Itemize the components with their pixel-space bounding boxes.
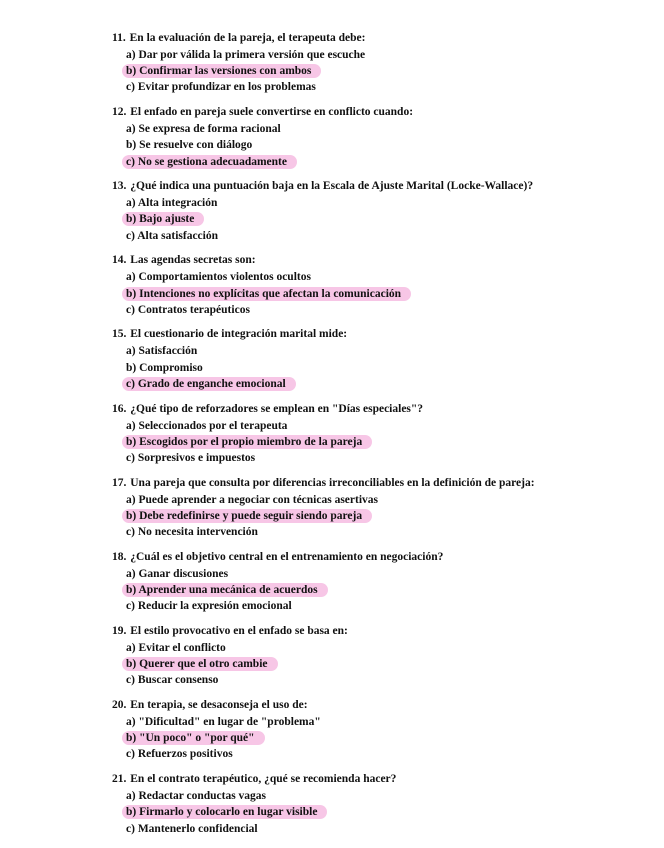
option-line [122, 657, 278, 671]
question-prompt: El cuestionario de integración marital mide: [130, 328, 348, 341]
option-text: Dar por válida la primera versión que escuche [138, 49, 366, 61]
answer-option-highlighted [126, 508, 542, 524]
option-text: Puede aprender a negociar con técnicas asertivas [138, 493, 379, 506]
option-line [126, 362, 205, 374]
question-text [112, 549, 542, 566]
question-text [112, 475, 542, 492]
option-line [122, 583, 328, 597]
answer-option [126, 343, 542, 359]
question-number: 15. [112, 328, 127, 341]
question-text [112, 771, 542, 788]
answer-option [126, 47, 542, 63]
option-label: b) [126, 213, 137, 226]
question-prompt: ¿Qué indica una puntuación baja en la Escala de Ajuste Marital (Locke-Wallace)? [130, 180, 534, 193]
answer-option-highlighted [126, 804, 542, 820]
answer-options [112, 714, 542, 763]
answer-option [126, 566, 542, 582]
option-line [126, 81, 318, 93]
option-label: c) [126, 674, 135, 687]
question-text [112, 623, 542, 640]
option-text: Escogidos por el propio miembro de la pareja [139, 435, 363, 448]
option-line [126, 271, 313, 283]
question-item [112, 401, 542, 467]
option-line [122, 377, 296, 391]
option-text: Querer que el otro cambie [139, 658, 268, 671]
question-item [112, 623, 542, 689]
answer-option-highlighted [126, 730, 542, 746]
answer-option [126, 302, 542, 318]
answer-option-highlighted [126, 582, 542, 598]
option-text: "Dificultad" en lugar de "problema" [138, 715, 321, 728]
option-text: No necesita intervención [137, 526, 258, 539]
question-item [112, 326, 542, 392]
option-label: c) [126, 229, 135, 242]
question-list [112, 30, 542, 845]
question-prompt: Las agendas secretas son: [130, 254, 256, 267]
question-number: 11. [112, 32, 126, 44]
option-text: Comportamientos violentos ocultos [138, 271, 311, 284]
option-text: Alta satisfacción [137, 229, 218, 242]
option-text: Intenciones no explícitas que afectan la comunicación [139, 287, 402, 300]
option-line [126, 420, 289, 432]
option-line [122, 212, 204, 226]
answer-option [126, 524, 542, 540]
question-prompt: ¿Qué tipo de reforzadores se emplean en "Días especiales"? [130, 402, 424, 415]
answer-option [126, 672, 542, 688]
option-label: b) [126, 583, 137, 596]
question-number: 16. [112, 402, 127, 415]
question-item [112, 697, 542, 763]
option-line [122, 155, 297, 169]
option-label: a) [126, 790, 136, 803]
option-text: Ganar discusiones [138, 567, 229, 580]
option-line [122, 805, 327, 819]
question-item [112, 104, 542, 170]
option-text: Grado de enganche emocional [137, 377, 286, 390]
option-text: Evitar profundizar en los problemas [137, 81, 316, 94]
question-text [112, 401, 542, 418]
option-line [122, 509, 372, 523]
answer-option [126, 121, 542, 137]
question-text [112, 697, 542, 714]
question-item [112, 549, 542, 615]
option-text: Redactar conductas vagas [138, 790, 267, 803]
option-label: a) [126, 419, 136, 432]
option-text: Evitar el conflicto [138, 641, 226, 654]
question-number: 18. [112, 550, 127, 563]
question-number: 14. [112, 254, 127, 267]
option-text: Firmarlo y colocarlo en lugar visible [139, 806, 318, 819]
answer-option [126, 492, 542, 508]
question-text [112, 30, 542, 47]
option-line [126, 494, 380, 506]
answer-option [126, 228, 542, 244]
option-label: c) [126, 81, 135, 94]
answer-option-highlighted [126, 376, 542, 392]
question-item [112, 475, 542, 541]
answer-option-highlighted [126, 656, 542, 672]
question-prompt: En terapia, se desaconseja el uso de: [130, 698, 308, 711]
question-prompt: El enfado en pareja suele convertirse en conflicto cuando: [130, 106, 414, 119]
answer-option-highlighted [126, 211, 542, 227]
option-text: Satisfacción [138, 345, 198, 358]
option-line [126, 716, 323, 728]
option-line [126, 642, 228, 654]
option-label: b) [126, 361, 137, 374]
answer-option [126, 269, 542, 285]
answer-options [112, 492, 542, 541]
option-line [122, 435, 372, 449]
option-line [126, 526, 260, 538]
option-label: a) [126, 567, 136, 580]
option-label: c) [126, 155, 135, 168]
answer-option-highlighted [126, 154, 542, 170]
option-text: No se gestiona adecuadamente [137, 155, 287, 168]
answer-option [126, 450, 542, 466]
option-text: Se resuelve con diálogo [139, 139, 253, 152]
answer-option [126, 714, 542, 730]
option-line [126, 304, 252, 316]
option-label: a) [126, 493, 136, 506]
option-text: Mantenerlo confidencial [137, 822, 258, 835]
answer-option [126, 598, 542, 614]
option-label: b) [126, 139, 137, 152]
option-text: Debe redefinirse y puede seguir siendo pareja [139, 509, 363, 522]
option-label: b) [126, 287, 137, 300]
option-line [126, 230, 220, 242]
answer-option-highlighted [126, 434, 542, 450]
option-label: a) [126, 345, 136, 358]
option-line [122, 287, 411, 301]
answer-options [112, 195, 542, 244]
question-prompt: En la evaluación de la pareja, el terapeuta debe: [129, 32, 366, 44]
option-label: a) [126, 271, 136, 284]
option-label: b) [126, 509, 137, 522]
option-text: Bajo ajuste [139, 213, 195, 226]
question-number: 20. [112, 698, 127, 711]
option-text: Sorpresivos e impuestos [137, 451, 256, 464]
question-item [112, 178, 542, 244]
option-label: c) [126, 303, 135, 316]
option-text: Aprender una mecánica de acuerdos [138, 583, 318, 596]
option-label: c) [126, 451, 135, 464]
question-text [112, 104, 542, 121]
option-label: a) [126, 123, 136, 136]
option-text: Alta integración [137, 197, 218, 210]
question-number: 13. [112, 180, 127, 193]
option-label: b) [126, 65, 137, 78]
option-label: b) [126, 732, 137, 745]
option-label: a) [126, 715, 136, 728]
option-line [126, 197, 219, 209]
question-number: 19. [112, 624, 127, 637]
option-line [126, 568, 230, 580]
answer-option [126, 79, 542, 95]
answer-option-highlighted [126, 286, 542, 302]
answer-option [126, 821, 542, 837]
question-text [112, 326, 542, 343]
answer-option-highlighted [126, 63, 542, 79]
option-label: c) [126, 526, 135, 539]
question-item [112, 30, 542, 96]
answer-options [112, 343, 542, 392]
option-label: b) [126, 435, 137, 448]
question-number: 21. [112, 773, 127, 786]
question-item [112, 771, 542, 837]
question-number: 12. [112, 106, 127, 119]
option-text: "Un poco" o "por qué" [139, 732, 255, 745]
option-line [126, 790, 268, 802]
answer-options [112, 121, 542, 170]
answer-options [112, 269, 542, 318]
option-text: Se expresa de forma racional [138, 123, 281, 136]
option-line [126, 49, 367, 61]
option-text: Confirmar las versiones con ambos [139, 65, 312, 78]
option-line [126, 674, 220, 686]
answer-options [112, 640, 542, 689]
answer-option [126, 195, 542, 211]
option-line [126, 123, 283, 135]
option-line [126, 748, 235, 760]
option-line [126, 452, 257, 464]
option-text: Buscar consenso [137, 674, 219, 687]
option-text: Contratos terapéuticos [137, 303, 250, 316]
option-line [126, 345, 199, 357]
option-line [126, 823, 260, 835]
question-text [112, 178, 542, 195]
question-item [112, 252, 542, 318]
answer-options [112, 47, 542, 96]
question-prompt: En el contrato terapéutico, ¿qué se recomienda hacer? [130, 773, 397, 786]
option-label: c) [126, 822, 135, 835]
option-label: a) [126, 641, 136, 654]
option-label: b) [126, 806, 137, 819]
option-text: Reducir la expresión emocional [137, 600, 292, 613]
question-prompt: Una pareja que consulta por diferencias irreconciliables en la definición de pareja: [130, 476, 535, 489]
option-label: c) [126, 377, 135, 390]
option-text: Compromiso [139, 361, 203, 374]
question-text [112, 252, 542, 269]
option-line [126, 139, 254, 151]
option-line [122, 64, 321, 78]
answer-option [126, 746, 542, 762]
answer-option [126, 137, 542, 153]
option-text: Seleccionados por el terapeuta [138, 419, 288, 432]
question-number: 17. [112, 476, 127, 489]
answer-options [112, 788, 542, 837]
option-label: a) [126, 49, 136, 61]
answer-option [126, 640, 542, 656]
answer-option [126, 360, 542, 376]
option-label: c) [126, 748, 135, 761]
option-text: Refuerzos positivos [137, 748, 233, 761]
answer-option [126, 418, 542, 434]
answer-option [126, 788, 542, 804]
question-prompt: El estilo provocativo en el enfado se basa en: [130, 624, 348, 637]
option-line [122, 731, 265, 745]
option-line [126, 600, 294, 612]
option-label: b) [126, 658, 137, 671]
option-label: c) [126, 600, 135, 613]
option-label: a) [126, 197, 136, 210]
question-prompt: ¿Cuál es el objetivo central en el entrenamiento en negociación? [130, 550, 444, 563]
answer-options [112, 418, 542, 467]
answer-options [112, 566, 542, 615]
